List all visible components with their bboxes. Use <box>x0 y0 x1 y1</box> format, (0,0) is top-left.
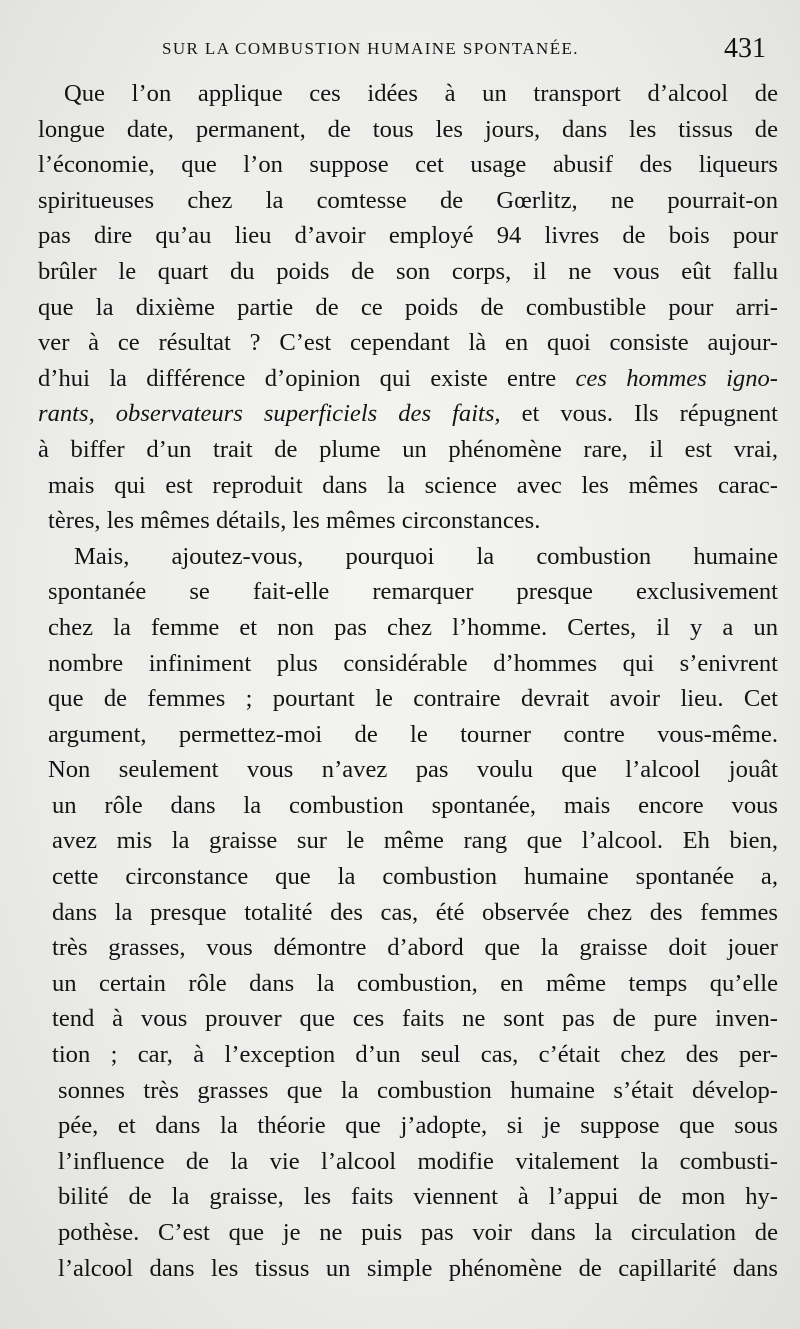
page-number: 431 <box>724 33 766 64</box>
text-line: l’économie, que l’on suppose cet usage abusif des liqueurs <box>38 151 778 179</box>
text-line: Non seulement vous n’avez pas voulu que l’alcool jouât <box>48 756 778 784</box>
text-line: pothèse. C’est que je ne puis pas voir dans la circulation de <box>58 1219 778 1246</box>
text-line: longue date, permanent, de tous les jours, dans les tissus de <box>38 115 778 143</box>
text-line: un certain rôle dans la combustion, en même temps qu’elle <box>52 969 778 997</box>
text-line: argument, permettez-moi de le tourner contre vous-même. <box>48 720 778 748</box>
text-line: pas dire qu’au lieu d’avoir employé 94 livres de bois pour <box>38 222 778 250</box>
text-line: à biffer d’un trait de plume un phénomène rare, il est vrai, <box>38 435 778 463</box>
text-line: spontanée se fait-elle remarquer presque exclusivement <box>48 578 778 606</box>
text-line: Mais, ajoutez-vous, pourquoi la combustion humaine <box>74 542 778 570</box>
text-run: et vous. Ils répugnent <box>500 400 778 428</box>
text-line: pée, et dans la théorie que j’adopte, si je suppose que sous <box>58 1112 778 1140</box>
text-line <box>38 361 778 397</box>
text-line: tères, les mêmes détails, les mêmes circonstances. <box>48 507 541 535</box>
text-line: l’alcool dans les tissus un simple phénomène de capillarité dans <box>58 1254 778 1282</box>
text-line: bilité de la graisse, les faits viennent à l’appui de mon hy- <box>58 1183 778 1211</box>
text-line: tend à vous prouver que ces faits ne sont pas de pure inven- <box>52 1005 778 1033</box>
text-line <box>38 396 778 432</box>
italic-text-run: ces hommes igno- <box>575 364 778 392</box>
running-head: SUR LA COMBUSTION HUMAINE SPONTANÉE. <box>162 39 579 58</box>
text-line: que de femmes ; pourtant le contraire devrait avoir lieu. Cet <box>48 685 778 713</box>
text-line: l’influence de la vie l’alcool modifie vitalement la combusti- <box>58 1147 778 1175</box>
text-line: nombre infiniment plus considérable d’hommes qui s’enivrent <box>48 649 778 677</box>
text-line: tion ; car, à l’exception d’un seul cas, c’était chez des per- <box>52 1041 778 1069</box>
text-line: sonnes très grasses que la combustion humaine s’était dévelop- <box>58 1076 778 1104</box>
text-line: Que l’on applique ces idées à un transport d’alcool de <box>64 80 778 107</box>
text-line: cette circonstance que la combustion humaine spontanée a, <box>52 863 778 891</box>
text-line: spiritueuses chez la comtesse de Gœrlitz, ne pourrait-on <box>38 186 778 214</box>
text-line: ver à ce résultat ? C’est cependant là en quoi consiste aujour- <box>38 329 778 357</box>
italic-text-run: rants, observateurs superficiels des faits, <box>38 400 501 428</box>
text-run: d’hui la différence d’opinion qui existe entre <box>38 364 576 392</box>
text-line: chez la femme et non pas chez l’homme. Certes, il y a un <box>48 613 778 641</box>
text-line: brûler le quart du poids de son corps, il ne vous eût fallu <box>38 257 778 285</box>
text-line: un rôle dans la combustion spontanée, mais encore vous <box>52 791 778 819</box>
text-line: dans la presque totalité des cas, été observée chez des femmes <box>52 898 778 926</box>
text-line: avez mis la graisse sur le même rang que l’alcool. Eh bien, <box>52 827 778 855</box>
body-text <box>38 76 778 1286</box>
text-line: très grasses, vous démontre d’abord que la graisse doit jouer <box>52 934 778 962</box>
text-line: que la dixième partie de ce poids de combustible pour arri- <box>38 293 778 321</box>
text-line: mais qui est reproduit dans la science avec les mêmes carac- <box>48 471 778 499</box>
